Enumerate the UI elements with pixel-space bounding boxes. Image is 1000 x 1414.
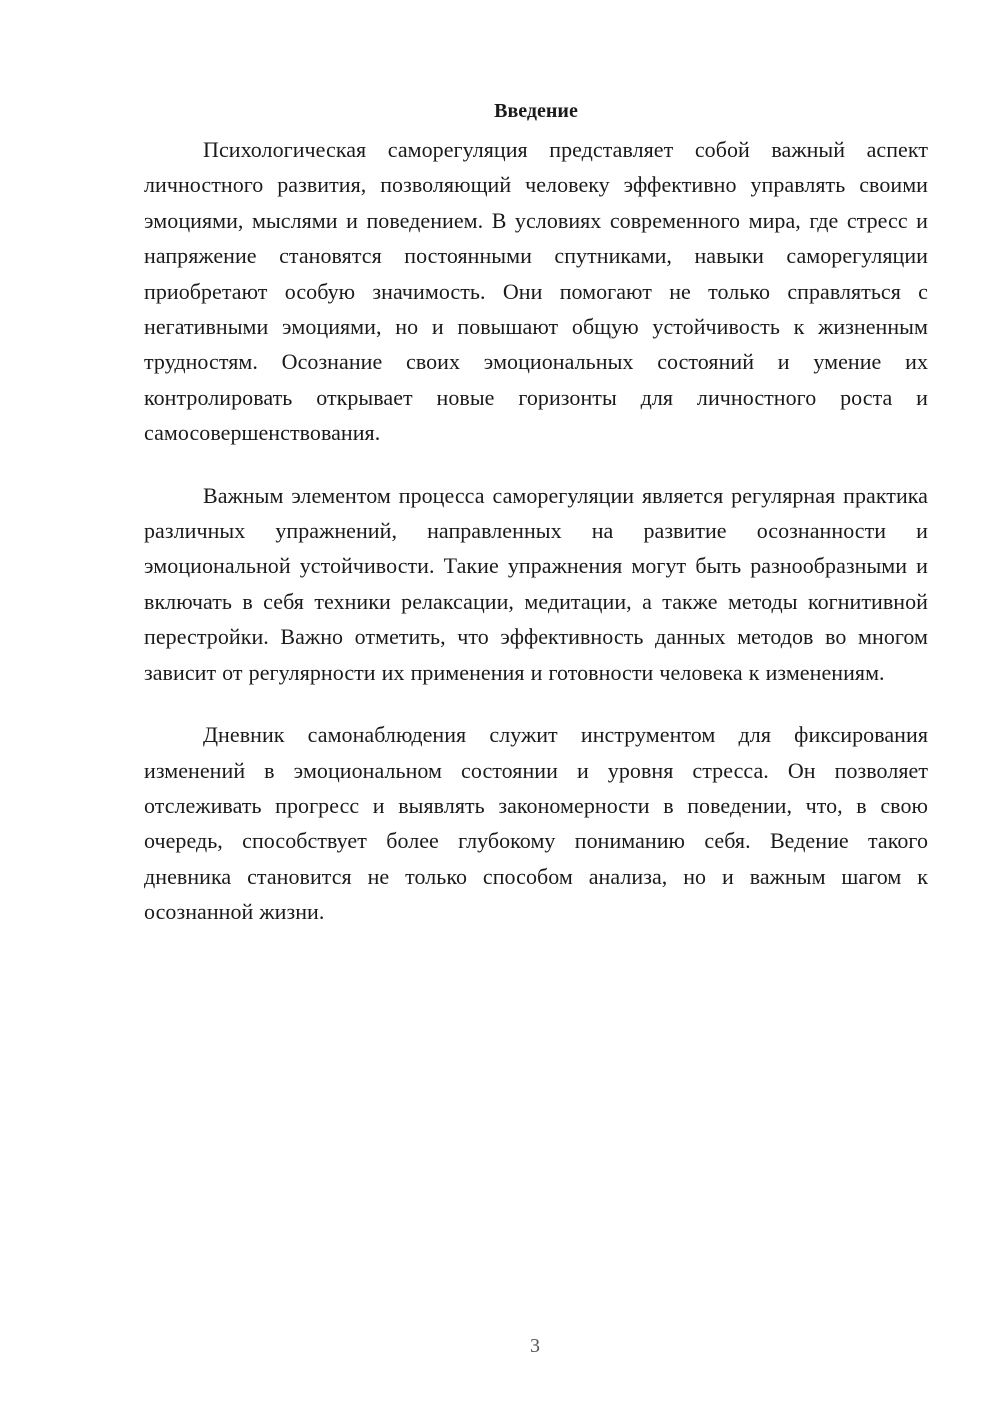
- paragraph-1: Психологическая саморегуляция представляет собой важный аспект личностного развития, позволяющий человеку эффективно управлять своими эмоциями, мыслями и поведением. В условиях современного мира, где стресс и напряжение становятся постоянными спутниками, навыки саморегуляции приобретают особую значимость. Они помогают не только справляться с негативными эмоциями, но и повышают общую устойчивость к жизненным трудностям. Осознание своих эмоциональных состояний и умение их контролировать открывает новые горизонты для личностного роста и самосовершенствования.: [144, 137, 928, 446]
- page-content: [144, 97, 928, 957]
- section-heading: Введение: [494, 100, 578, 122]
- paragraph-3: Дневник самонаблюдения служит инструментом для фиксирования изменений в эмоциональном состоянии и уровня стресса. Он позволяет отслеживать прогресс и выявлять закономерности в поведении, что, в свою очередь, способствует более глубокому пониманию себя. Ведение такого дневника становится не только способом анализа, но и важным шагом к осознанной жизни.: [144, 722, 928, 925]
- paragraph-2: Важным элементом процесса саморегуляции является регулярная практика различных упражнений, направленных на развитие осознанности и эмоциональной устойчивости. Такие упражнения могут быть разнообразными и включать в себя техники релаксации, медитации, а также методы когнитивной перестройки. Важно отметить, что эффективность данных методов во многом зависит от регулярности их применения и готовности человека к изменениям.: [144, 482, 928, 685]
- page-number: 3: [530, 1335, 540, 1357]
